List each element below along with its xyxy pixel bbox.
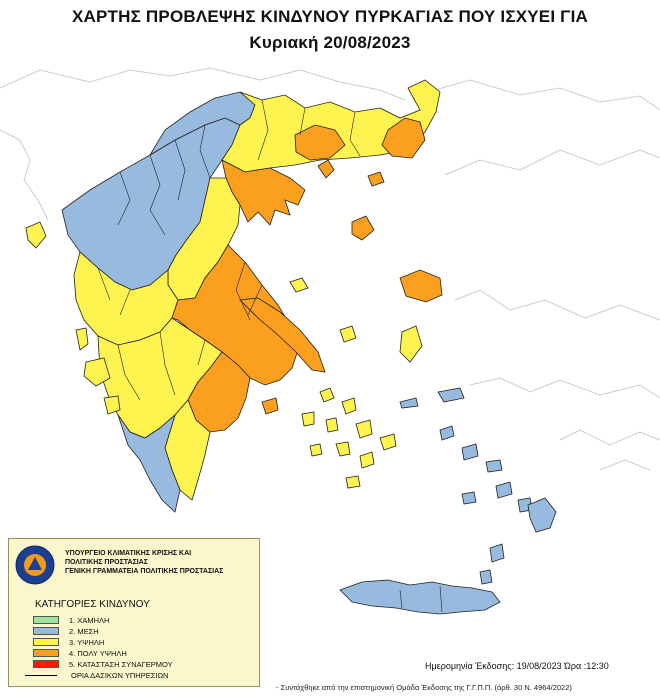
border-line-symbol xyxy=(25,675,57,676)
category-label: 1. ΧΑΜΗΛΗ xyxy=(69,615,110,625)
swatch-medium xyxy=(33,627,59,635)
risk-category-alert xyxy=(33,659,173,669)
island-samos xyxy=(438,388,464,402)
footer-note: - Συντάχθηκε από την επιστημονική Ομάδα Έκδοσης της Γ.Γ.Π.Π. (άρθ. 30 Ν. 4964/2022) xyxy=(276,683,572,692)
island-limnos xyxy=(352,216,374,240)
swatch-very-high xyxy=(33,649,59,657)
ministry-text xyxy=(65,549,255,576)
legend-box xyxy=(8,538,260,687)
category-label: 2. ΜΕΣΗ xyxy=(69,626,99,636)
map-title: ΧΑΡΤΗΣ ΠΡΟΒΛΕΨΗΣ ΚΙΝΔΥΝΟΥ ΠΥΡΚΑΓΙΑΣ ΠΟΥ ΙΣΧΥΕΙ ΓΙΑ xyxy=(71,7,588,26)
forest-border-legend xyxy=(25,671,168,680)
swatch-alert xyxy=(33,660,59,668)
island-skiathos-group xyxy=(290,278,308,292)
island-samothrace xyxy=(368,172,384,186)
border-label: ΟΡΙΑ ΔΑΣΙΚΩΝ ΥΠΗΡΕΣΙΩΝ xyxy=(71,671,169,680)
island-skyros xyxy=(340,326,356,342)
risk-category-medium xyxy=(33,626,173,636)
risk-category-high xyxy=(33,637,173,647)
island-thassos xyxy=(318,160,334,178)
island-chios xyxy=(400,326,422,362)
map-date: Κυριακή 20/08/2023 xyxy=(249,33,411,52)
category-label: 4. ΠΟΛΥ ΥΨΗΛΗ xyxy=(69,648,127,658)
island-lefkada xyxy=(76,328,88,350)
ministry-line: ΓΕΝΙΚΗ ΓΡΑΜΜΑΤΕΙΑ ΠΟΛΙΤΙΚΗΣ ΠΡΟΣΤΑΣΙΑΣ xyxy=(65,568,224,575)
risk-categories-title: ΚΑΤΗΓΟΡΙΕΣ ΚΙΝΔΥΝΟΥ xyxy=(35,599,150,610)
civil-protection-logo xyxy=(15,545,55,585)
issue-date: Ημερομηνία Έκδοσης: 19/08/2023 Ώρα :12:30 xyxy=(425,661,609,671)
island-lesvos xyxy=(400,270,442,302)
swatch-low xyxy=(33,616,59,624)
ministry-line: ΥΠΟΥΡΓΕΙΟ ΚΛΙΜΑΤΙΚΗΣ ΚΡΙΣΗΣ ΚΑΙ xyxy=(65,550,192,557)
cyclades-islands xyxy=(262,388,396,488)
category-label: 5. ΚΑΤΑΣΤΑΣΗ ΣΥΝΑΓΕΡΜΟΥ xyxy=(69,659,173,669)
island-ikaria xyxy=(400,398,418,408)
category-label: 3. ΥΨΗΛΗ xyxy=(69,637,105,647)
dodecanese-islands xyxy=(440,426,556,584)
risk-category-low xyxy=(33,615,173,625)
ministry-line: ΠΟΛΙΤΙΚΗΣ ΠΡΟΣΤΑΣΙΑΣ xyxy=(65,559,148,566)
island-crete xyxy=(340,580,500,614)
swatch-high xyxy=(33,638,59,646)
island-corfu xyxy=(26,222,46,248)
risk-category-list xyxy=(33,615,173,670)
risk-category-very-high xyxy=(33,648,173,658)
